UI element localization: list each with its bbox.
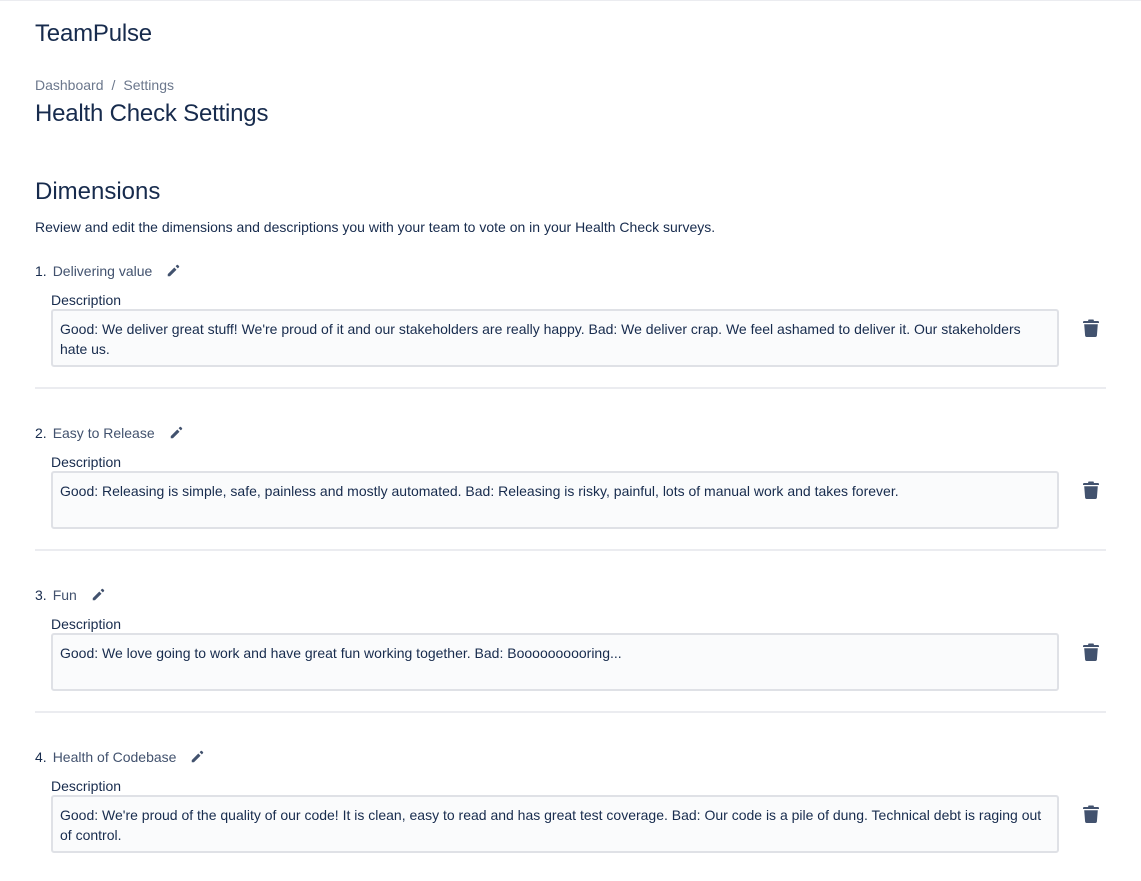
top-border [0, 0, 1141, 1]
dimension-name: Health of Codebase [52, 749, 177, 765]
pencil-icon[interactable] [190, 750, 204, 764]
dimension-number: 1. [35, 263, 47, 279]
divider [35, 549, 1106, 551]
breadcrumb-settings[interactable]: Settings [123, 77, 174, 93]
trash-icon[interactable] [1083, 481, 1099, 499]
dimension-item [35, 261, 1106, 423]
breadcrumb-separator: / [111, 77, 116, 93]
trash-icon[interactable] [1083, 805, 1099, 823]
trash-icon[interactable] [1083, 643, 1099, 661]
description-textarea[interactable]: Good: We're proud of the quality of our code! It is clean, easy to read and has great test coverage. Bad: Our code is a pile of dung. Technical debt is raging out of control. [51, 795, 1059, 853]
section-description: Review and edit the dimensions and descriptions you with your team to vote on in your Health Check surveys. [35, 219, 716, 235]
dimension-name: Fun [52, 587, 77, 603]
dimension-header [35, 423, 183, 443]
dimension-item [35, 747, 1106, 881]
dimension-header [35, 261, 180, 281]
breadcrumb [35, 76, 174, 94]
divider [35, 387, 1106, 389]
description-textarea[interactable]: Good: Releasing is simple, safe, painless and mostly automated. Bad: Releasing is risky, painful, lots of manual work and takes forever. [51, 471, 1059, 529]
dimension-number: 4. [35, 749, 47, 765]
page-title: Health Check Settings [35, 100, 269, 127]
description-textarea[interactable]: Good: We deliver great stuff! We're proud of it and our stakeholders are really happy. Bad: We deliver crap. We feel ashamed to deliver it. Our stakeholders hate us. [51, 309, 1059, 367]
pencil-icon[interactable] [166, 264, 180, 278]
description-label: Description [51, 292, 122, 308]
dimension-name: Easy to Release [52, 425, 155, 441]
dimension-header [35, 747, 204, 767]
description-label: Description [51, 454, 122, 470]
section-title: Dimensions [35, 178, 161, 205]
pencil-icon[interactable] [91, 588, 105, 602]
trash-icon[interactable] [1083, 319, 1099, 337]
pencil-icon[interactable] [169, 426, 183, 440]
dimension-number: 3. [35, 587, 47, 603]
dimension-number: 2. [35, 425, 47, 441]
divider [35, 711, 1106, 713]
description-textarea[interactable]: Good: We love going to work and have great fun working together. Bad: Boooooooooring... [51, 633, 1059, 691]
description-label: Description [51, 616, 122, 632]
app-title: TeamPulse [35, 20, 152, 47]
breadcrumb-dashboard[interactable]: Dashboard [35, 77, 104, 93]
dimension-item [35, 423, 1106, 585]
dimension-name: Delivering value [52, 263, 153, 279]
dimension-item [35, 585, 1106, 747]
dimension-header [35, 585, 105, 605]
description-label: Description [51, 778, 122, 794]
